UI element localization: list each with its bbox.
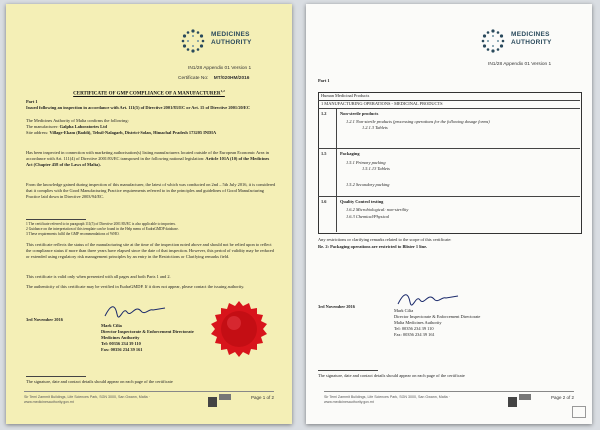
issue-date: 3rd November 2016 (318, 304, 355, 309)
certification-badge-icon (508, 397, 517, 407)
certificate-number (178, 76, 249, 81)
signer-organisation: Malta Medicines Authority (394, 320, 442, 325)
page-corner-mark (572, 406, 586, 418)
row-number: 1.5 (321, 151, 327, 156)
remarks-label: Any restrictions or clarifying remarks related to the scope of this certificate: (318, 237, 452, 242)
footer-address: Sir Temi Zammit Buildings, Life Sciences Park, SGN 3000, San Gwann, Malta · www.medicinesauthority.gov.mt (24, 395, 150, 404)
medicines-authority-logo (178, 26, 270, 56)
compliance-paragraph: From the knowledge gained during inspection of this manufacturer, the latest of which was conducted on 2nd – 5th July 2016, it is considered that it complies with the Good Manufacturing Practice requirements referred to in the principles and guidelines of Good Manufacturing Practice laid down in Directive 2003/94/EC. (26, 182, 276, 199)
logo-text-line2: AUTHORITY (211, 39, 252, 46)
part-label: Part 1 (318, 78, 330, 83)
hma-badge-icon (219, 394, 231, 400)
signatory-block (101, 323, 194, 353)
row-number: 1.6 (321, 199, 327, 204)
signature (394, 290, 464, 308)
signer-fax: Fax: 00356 234 39 161 (101, 347, 143, 352)
validity-pages-note: This certificate is valid only when presented with all pages and both Parts 1 and 2. (26, 274, 171, 279)
signer-fax: Fax: 00356 234 39 161 (394, 332, 435, 337)
footer-address: Sir Temi Zammit Buildings, Life Sciences Park, SGN 3000, San Gwann, Malta · www.medicinesauthority.gov.mt (324, 395, 450, 404)
certificate-title: CERTIFICATE OF GMP COMPLIANCE OF A MANUFACTURER$^{1,2}$ (73, 89, 225, 97)
issued-statement: Issued following an inspection in accordance with Art. 111(5) of Directive 2001/83/EC or Art. 15 of Directive 2001/20/EC (26, 105, 251, 110)
certificate-page-2 (306, 4, 592, 424)
table-rule (318, 196, 580, 197)
notes-divider (26, 219, 86, 220)
issue-date: 3rd November 2016 (26, 317, 63, 322)
inspection-paragraph: Has been inspected in connection with marketing authorisation(s) listing manufacturers located outside of the European Economic Area in accordance with Art. 111(4) of Directive 2001/83/EC transposed in the following national legislation: Article 101A (10) of the Medicines Act (Chapter 458 of the Laws of Malta). (26, 150, 270, 167)
certificate-number-value: MT/020HM/2016 (213, 76, 250, 81)
site-address-line: Site address: Village-Ekam (Baddi), Tehsil-Nalagarh, District-Solan, Himachal Pradesh 173205 INDIA (26, 130, 217, 135)
row-item: 1.5.1 Primary packing (346, 160, 386, 165)
note-2: 2 Guidance on the interpretation of this template can be found in the Help menu of EudraGMDP database. (26, 227, 179, 231)
certificate-notes (26, 222, 276, 237)
logo-text-line1: MEDICINES (511, 31, 550, 38)
signer-tel: Tel: 00356 234 39 110 (101, 341, 141, 346)
section-heading: 1 MANUFACTURING OPERATIONS - MEDICINAL PRODUCTS (321, 101, 443, 106)
page-footer (324, 391, 574, 414)
page-number: Page 1 of 2 (250, 395, 274, 400)
logo-text-line2: AUTHORITY (511, 39, 552, 46)
table-rule (318, 148, 580, 149)
hma-badge-icon (519, 394, 531, 400)
accreditation-badges (508, 394, 536, 406)
footnote-divider (318, 370, 378, 371)
page-number: Page 2 of 2 (550, 395, 574, 400)
table-column-rule (336, 108, 337, 232)
remarks-text: Re. 2: Packaging operations are restricted to Blister 1 line. (318, 244, 428, 249)
row-number: 1.2 (321, 111, 327, 116)
table-heading: Human Medicinal Products (321, 93, 370, 98)
signer-title: Director Inspectorate & Enforcement Directorate (101, 329, 194, 334)
form-reference: IN1/28 Appendix 01 Version 1 (188, 66, 252, 71)
accreditation-badges (208, 394, 236, 406)
authority-emblem-icon (178, 26, 208, 56)
row-item: 1.2.1 Non-sterile products (processing operations for the following dosage forms) (346, 119, 490, 124)
footnote-divider (26, 376, 86, 377)
signer-name: Mark Cilia (101, 323, 122, 328)
row-item: 1.6.3 Chemical/Physical (346, 214, 390, 219)
note-1: 1 The certificate referred to in paragraph 111(5) of Directive 2001/83/EC is also applicable to importers. (26, 222, 176, 226)
row-item: 1.5.1.13 Tablets (362, 166, 390, 171)
intro-statement: The Medicines Authority of Malta confirms the following: (26, 118, 129, 123)
certification-badge-icon (208, 397, 217, 407)
signer-organisation: Medicines Authority (101, 335, 140, 340)
note-3: 3 These requirements fulfil the GMP recommendations of WHO. (26, 232, 120, 236)
row-title: Non-sterile products (340, 111, 379, 116)
row-item: 1.5.2 Secondary packing (346, 182, 390, 187)
signatory-block (394, 308, 480, 338)
part-label: Part 1 (26, 99, 38, 104)
signer-title: Director Inspectorate & Enforcement Directorate (394, 314, 481, 319)
validity-paragraph: This certificate reflects the status of the manufacturing site at the time of the inspection noted above and should not be relied upon to reflect the compliance status if more than three years have elapsed since the date of that inspection. However, this period of validity may be reduced or extended using regulatory risk management principles by an entry in the Restrictions or Clarifying remarks field. (26, 242, 274, 259)
authenticity-note: The authenticity of this certificate may be verified in EudraGMDP. If it does not appear, please contact the issuing authority. (26, 284, 245, 289)
red-wax-seal (209, 299, 269, 359)
table-rule (318, 108, 580, 109)
row-item: 1.2.1.3 Tablets (362, 125, 388, 130)
signer-tel: Tel: 00356 234 39 110 (394, 326, 434, 331)
signature-footnote: The signature, date and contact details should appear on each page of the certificate (26, 379, 173, 384)
row-item: 1.6.2 Microbiological: non-sterility (346, 207, 409, 212)
row-title: Packaging (340, 151, 360, 156)
row-title: Quality Control testing (340, 199, 384, 204)
page-footer (24, 391, 274, 414)
medicines-authority-logo (478, 26, 570, 56)
signer-name: Mark Cilia (394, 308, 414, 313)
form-reference: IN1/28 Appendix 01 Version 1 (488, 62, 552, 67)
authority-emblem-icon (478, 26, 508, 56)
signature-footnote: The signature, date and contact details should appear on each page of the certificate (318, 373, 465, 378)
certificate-page-1 (6, 4, 292, 424)
logo-text-line1: MEDICINES (211, 31, 250, 38)
certificate-number-label: Certificate No: (178, 76, 209, 81)
manufacturer-line: The manufacturer: Galpha Laboratories Ltd (26, 124, 107, 129)
signature (101, 302, 171, 320)
